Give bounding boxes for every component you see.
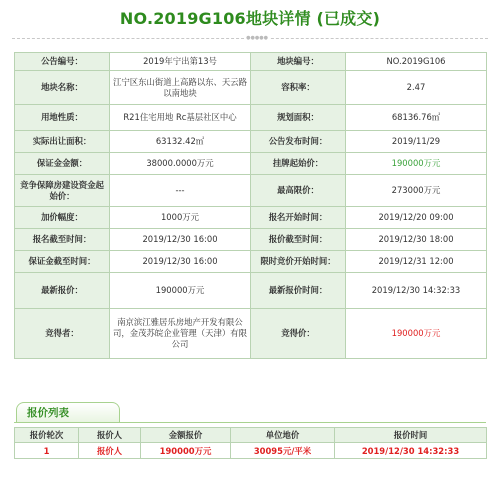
label-housing-fund-start: 竞争保障房建设资金起始价： bbox=[15, 175, 110, 207]
bid-unit-price: 30095元/平米 bbox=[231, 443, 335, 459]
info-row bbox=[15, 71, 487, 105]
info-row bbox=[15, 309, 487, 359]
value-winning-price: 190000万元 bbox=[346, 309, 487, 359]
bid-time: 2019/12/30 14:32:33 bbox=[335, 443, 487, 459]
info-row bbox=[15, 273, 487, 309]
label-max-price: 最高限价： bbox=[251, 175, 346, 207]
info-row bbox=[15, 207, 487, 229]
value-planned-area: 68136.76㎡ bbox=[346, 105, 487, 131]
value-plot-ratio: 2.47 bbox=[346, 71, 487, 105]
label-plot-ratio: 容积率： bbox=[251, 71, 346, 105]
value-parcel-name: 江宁区东山街道上高路以东、天云路以南地块 bbox=[110, 71, 251, 105]
label-timed-bid-start: 限时竞价开始时间： bbox=[251, 251, 346, 273]
value-deposit-amount: 38000.0000万元 bbox=[110, 153, 251, 175]
dots-decoration-icon: ●●●●● bbox=[246, 35, 268, 41]
label-increment: 加价幅度： bbox=[15, 207, 110, 229]
label-winning-price: 竞得价： bbox=[251, 309, 346, 359]
value-parcel-no: NO.2019G106 bbox=[346, 53, 487, 71]
label-registration-start: 报名开始时间： bbox=[251, 207, 346, 229]
label-land-use: 用地性质： bbox=[15, 105, 110, 131]
table-row bbox=[15, 443, 487, 459]
bid-bidder: 报价人 bbox=[79, 443, 141, 459]
header-unit-price: 单位地价 bbox=[231, 428, 335, 443]
bid-amount: 190000万元 bbox=[141, 443, 231, 459]
header-bidder: 报价人 bbox=[79, 428, 141, 443]
info-row bbox=[15, 131, 487, 153]
value-land-use: R21住宅用地 Rc基层社区中心 bbox=[110, 105, 251, 131]
value-bid-deadline: 2019/12/30 18:00 bbox=[346, 229, 487, 251]
info-row bbox=[15, 53, 487, 71]
label-latest-bid: 最新报价： bbox=[15, 273, 110, 309]
label-start-price: 挂牌起始价： bbox=[251, 153, 346, 175]
info-row bbox=[15, 175, 487, 207]
label-planned-area: 规划面积： bbox=[251, 105, 346, 131]
tab-underline bbox=[14, 422, 486, 423]
value-latest-bid-time: 2019/12/30 14:32:33 bbox=[346, 273, 487, 309]
header-round: 报价轮次 bbox=[15, 428, 79, 443]
label-announcement-no: 公告编号： bbox=[15, 53, 110, 71]
header-bid-time: 报价时间 bbox=[335, 428, 487, 443]
value-timed-bid-start: 2019/12/31 12:00 bbox=[346, 251, 487, 273]
info-row bbox=[15, 105, 487, 131]
value-announcement-no: 2019年宁出第13号 bbox=[110, 53, 251, 71]
label-publish-time: 公告发布时间： bbox=[251, 131, 346, 153]
value-publish-time: 2019/11/29 bbox=[346, 131, 487, 153]
value-actual-area: 63132.42㎡ bbox=[110, 131, 251, 153]
value-max-price: 273000万元 bbox=[346, 175, 487, 207]
header-amount: 金额报价 bbox=[141, 428, 231, 443]
value-latest-bid: 190000万元 bbox=[110, 273, 251, 309]
label-bid-deadline: 报价截至时间： bbox=[251, 229, 346, 251]
bid-round: 1 bbox=[15, 443, 79, 459]
value-registration-deadline: 2019/12/30 16:00 bbox=[110, 229, 251, 251]
info-row bbox=[15, 251, 487, 273]
label-winner: 竞得者： bbox=[15, 309, 110, 359]
label-latest-bid-time: 最新报价时间： bbox=[251, 273, 346, 309]
label-parcel-no: 地块编号： bbox=[251, 53, 346, 71]
land-info-table bbox=[14, 52, 487, 359]
info-row bbox=[15, 153, 487, 175]
label-actual-area: 实际出让面积： bbox=[15, 131, 110, 153]
tab-bid-list[interactable]: 报价列表 bbox=[16, 402, 120, 422]
label-registration-deadline: 报名截至时间： bbox=[15, 229, 110, 251]
info-row bbox=[15, 229, 487, 251]
label-deposit-amount: 保证金金额： bbox=[15, 153, 110, 175]
value-start-price: 190000万元 bbox=[346, 153, 487, 175]
value-registration-start: 2019/12/20 09:00 bbox=[346, 207, 487, 229]
value-deposit-deadline: 2019/12/30 16:00 bbox=[110, 251, 251, 273]
bid-list-table bbox=[14, 427, 487, 459]
value-increment: 1000万元 bbox=[110, 207, 251, 229]
label-deposit-deadline: 保证金截至时间： bbox=[15, 251, 110, 273]
bid-header-row bbox=[15, 428, 487, 443]
label-parcel-name: 地块名称： bbox=[15, 71, 110, 105]
value-housing-fund-start: --- bbox=[110, 175, 251, 207]
page-title: NO.2019G106地块详情 (已成交) bbox=[119, 9, 381, 28]
value-winner: 南京滨江雅居乐房地产开发有限公司，金茂苏皖企业管理（天津）有限公司 bbox=[110, 309, 251, 359]
